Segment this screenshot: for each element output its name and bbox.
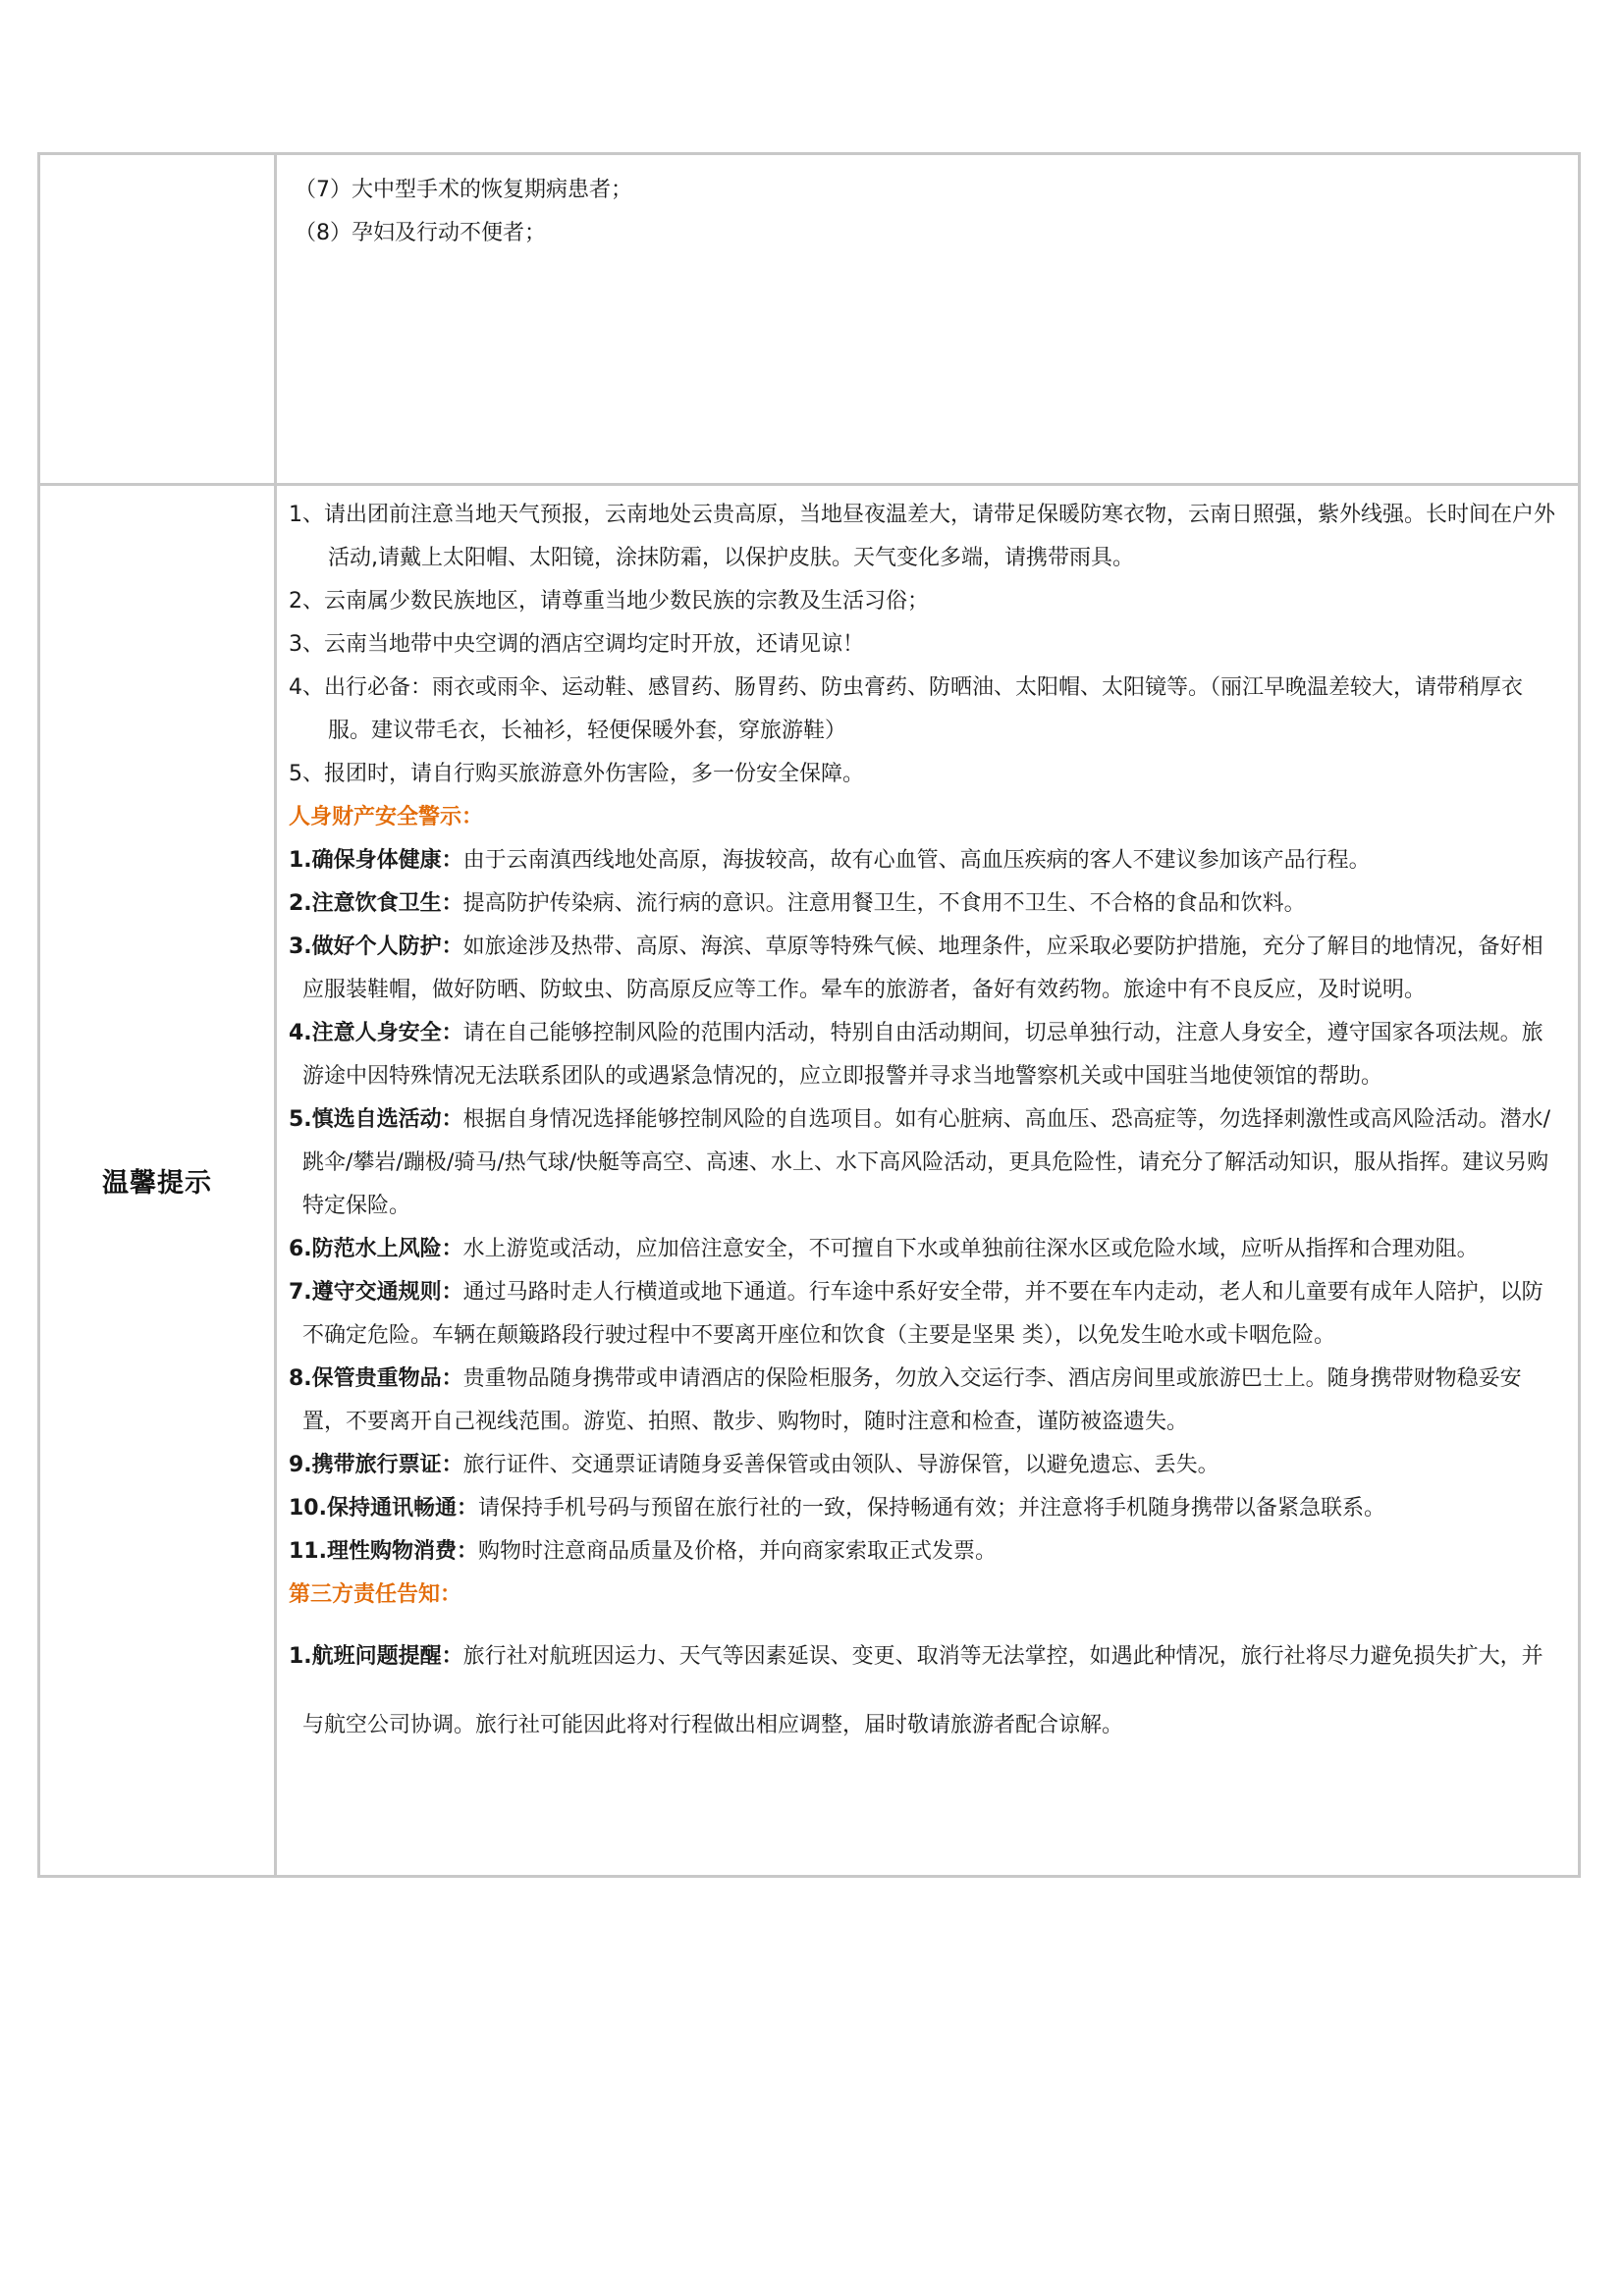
safety-item xyxy=(289,1530,1560,1574)
safety-item xyxy=(289,1012,1560,1098)
safety-heading: 人身财产安全警示： xyxy=(289,805,484,829)
notice-table xyxy=(37,152,1581,1878)
tip-item: 3、云南当地带中央空调的酒店空调均定时开放，还请见谅！ xyxy=(289,632,864,657)
item-text: 旅行社对航班因运力、天气等因素延误、变更、取消等无法掌控，如遇此种情况，旅行社将尽力避免损失扩大，并与航空公司协调。旅行社可能因此将对行程做出相应调整，届时敬请旅游者配合谅解。 xyxy=(302,1644,1543,1737)
item-text: 提高防护传染病、流行病的意识。注意用餐卫生，不食用不卫生、不合格的食品和饮料。 xyxy=(462,891,1306,916)
safety-item xyxy=(289,1098,1560,1228)
item-title: 9.携带旅行票证： xyxy=(289,1453,463,1477)
item-title: 5.慎选自选活动： xyxy=(289,1107,463,1132)
safety-item xyxy=(289,882,1560,926)
top-content-cell xyxy=(276,154,1580,485)
safety-item xyxy=(289,1228,1560,1271)
safety-item xyxy=(289,1444,1560,1487)
table-row xyxy=(39,485,1580,1877)
item-title: 7.遵守交通规则： xyxy=(289,1280,463,1305)
item-text: 旅行证件、交通票证请随身妥善保管或由领队、导游保管，以避免遗忘、丢失。 xyxy=(462,1453,1219,1477)
tips-content-cell xyxy=(276,485,1580,1877)
item-text: 请在自己能够控制风险的范围内活动，特别自由活动期间，切忌单独行动，注意人身安全，遵守国家各项法规。旅游途中因特殊情况无法联系团队的或遇紧急情况的，应立即报警并寻求当地警察机关或中国驻当地使领馆的帮助。 xyxy=(302,1021,1543,1089)
item-title: 11.理性购物消费： xyxy=(289,1539,478,1564)
safety-item xyxy=(289,839,1560,882)
tip-item: 4、出行必备：雨衣或雨伞、运动鞋、感冒药、肠胃药、防虫膏药、防晒油、太阳帽、太阳镜等。（丽江早晚温差较大，请带稍厚衣服。建议带毛衣，长袖衫，轻便保暖外套，穿旅游鞋） xyxy=(289,675,1524,743)
section-label: 温馨提示 xyxy=(39,485,276,1877)
tip-item: 2、云南属少数民族地区，请尊重当地少数民族的宗教及生活习俗； xyxy=(289,589,929,614)
item-title: 8.保管贵重物品： xyxy=(289,1366,463,1391)
item-text: 水上游览或活动，应加倍注意安全，不可擅自下水或单独前往深水区或危险水域，应听从指挥和合理劝阻。 xyxy=(462,1237,1479,1261)
item-text: 根据自身情况选择能够控制风险的自选项目。如有心脏病、高血压、恐高症等，勿选择刺激性或高风险活动。潜水/跳伞/攀岩/蹦极/骑马/热气球/快艇等高空、高速、水上、水下高风险活动，更具危险性，请充分了解活动知识，服从指挥。建议另购特定保险。 xyxy=(302,1107,1551,1218)
empty-label-cell xyxy=(39,154,276,485)
item-title: 3.做好个人防护： xyxy=(289,934,463,959)
safety-item xyxy=(289,1358,1560,1444)
safety-item xyxy=(289,1271,1560,1358)
table-row xyxy=(39,154,1580,485)
safety-item xyxy=(289,926,1560,1012)
third-party-heading: 第三方责任告知： xyxy=(289,1582,462,1607)
list-item: （8）孕妇及行动不便者； xyxy=(295,221,546,245)
item-text: 贵重物品随身携带或申请酒店的保险柜服务，勿放入交运行李、酒店房间里或旅游巴士上。随身携带财物稳妥安置，不要离开自己视线范围。游览、拍照、散步、购物时，随时注意和检查，谨防被盗遗失。 xyxy=(302,1366,1522,1434)
tip-item: 5、报团时，请自行购买旅游意外伤害险，多一份安全保障。 xyxy=(289,762,864,786)
tip-item: 1、请出团前注意当地天气预报，云南地处云贵高原，当地昼夜温差大，请带足保暖防寒衣物，云南日照强，紫外线强。长时间在户外活动,请戴上太阳帽、太阳镜，涂抹防霜，以保护皮肤。天气变化多端，请携带雨具。 xyxy=(289,503,1556,570)
third-party-item xyxy=(289,1623,1560,1760)
item-title: 1.航班问题提醒： xyxy=(289,1644,463,1669)
item-text: 购物时注意商品质量及价格，并向商家索取正式发票。 xyxy=(477,1539,997,1564)
safety-item xyxy=(289,1487,1560,1530)
item-text: 请保持手机号码与预留在旅行社的一致，保持畅通有效；并注意将手机随身携带以备紧急联系。 xyxy=(477,1496,1385,1521)
item-title: 4.注意人身安全： xyxy=(289,1021,463,1045)
item-text: 如旅途涉及热带、高原、海滨、草原等特殊气候、地理条件，应采取必要防护措施，充分了解目的地情况，备好相应服装鞋帽，做好防晒、防蚊虫、防高原反应等工作。晕车的旅游者，备好有效药物。旅途中有不良反应，及时说明。 xyxy=(302,934,1543,1002)
item-text: 由于云南滇西线地处高原，海拔较高，故有心血管、高血压疾病的客人不建议参加该产品行程。 xyxy=(462,848,1371,873)
item-title: 2.注意饮食卫生： xyxy=(289,891,463,916)
list-item: （7）大中型手术的恢复期病患者； xyxy=(295,178,632,202)
item-title: 1.确保身体健康： xyxy=(289,848,463,873)
item-text: 通过马路时走人行横道或地下通道。行车途中系好安全带，并不要在车内走动，老人和儿童要有成年人陪护，以防不确定危险。车辆在颠簸路段行驶过程中不要离开座位和饮食（主要是坚果 类），以免发生呛水或卡咽危险。 xyxy=(302,1280,1543,1348)
item-title: 10.保持通讯畅通： xyxy=(289,1496,478,1521)
item-title: 6.防范水上风险： xyxy=(289,1237,463,1261)
